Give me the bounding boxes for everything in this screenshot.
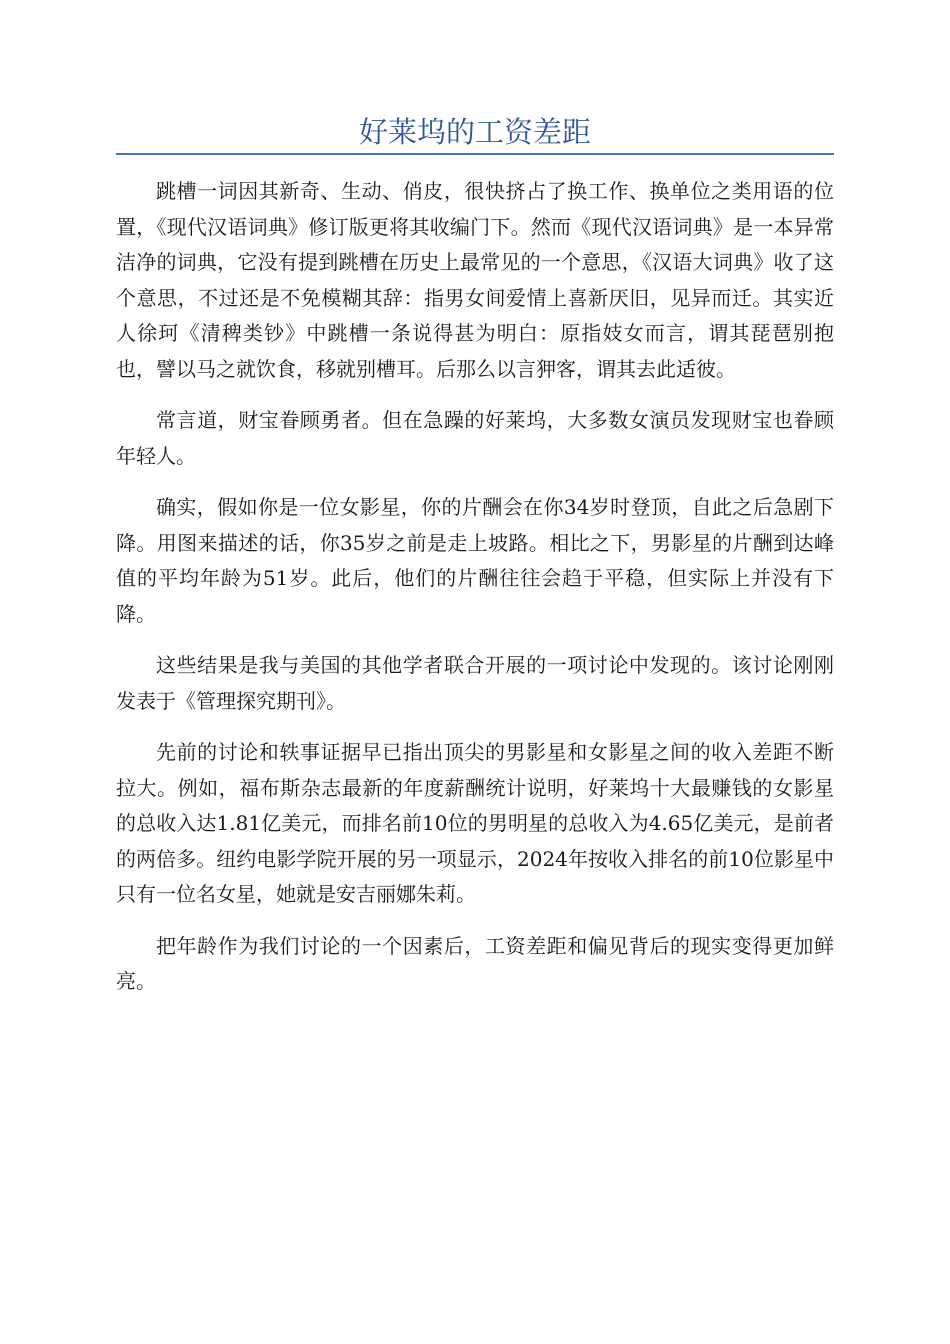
paragraph-2: 常言道，财宝眷顾勇者。但在急躁的好莱坞，大多数女演员发现财宝也眷顾年轻人。 [116, 408, 834, 468]
document-body [116, 174, 834, 1016]
paragraph-1: 跳槽一词因其新奇、生动、俏皮，很快挤占了换工作、换单位之类用语的位置，《现代汉语词典》修订版更将其收编门下。然而《现代汉语词典》是一本异常洁净的词典，它没有提到跳槽在历史上最常见的一个意思，《汉语大词典》收了这个意思，不过还是不免模糊其辞：指男女间爱情上喜新厌旧，见异而迁。其实近人徐珂《清稗类钞》中跳槽一条说得甚为明白：原指妓女而言，谓其琵琶别抱也，譬以马之就饮食，移就别槽耳。后那么以言狎客，谓其去此适彼。 [116, 179, 834, 381]
paragraph-6: 把年龄作为我们讨论的一个因素后，工资差距和偏见背后的现实变得更加鲜亮。 [116, 933, 834, 993]
document-title: 好莱坞的工资差距 [358, 115, 591, 149]
paragraph-4: 这些结果是我与美国的其他学者联合开展的一项讨论中发现的。该讨论刚刚发表于《管理探究期刊》。 [116, 653, 834, 713]
paragraph-5: 先前的讨论和轶事证据早已指出顶尖的男影星和女影星之间的收入差距不断拉大。例如，福布斯杂志最新的年度薪酬统计说明，好莱坞十大最赚钱的女影星的总收入达1.81亿美元，而排名前10位的男明星的总收入为4.65亿美元，是前者的两倍多。纽约电影学院开展的另一项显示，2024年按收入排名的前10位影星中只有一位名女星，她就是安吉丽娜朱莉。 [116, 740, 834, 906]
paragraph-3: 确实，假如你是一位女影星，你的片酬会在你34岁时登顶，自此之后急剧下降。用图来描述的话，你35岁之前是走上坡路。相比之下，男影星的片酬到达峰值的平均年龄为51岁。此后，他们的片酬往往会趋于平稳，但实际上并没有下降。 [116, 495, 834, 626]
title-underline [116, 153, 834, 155]
